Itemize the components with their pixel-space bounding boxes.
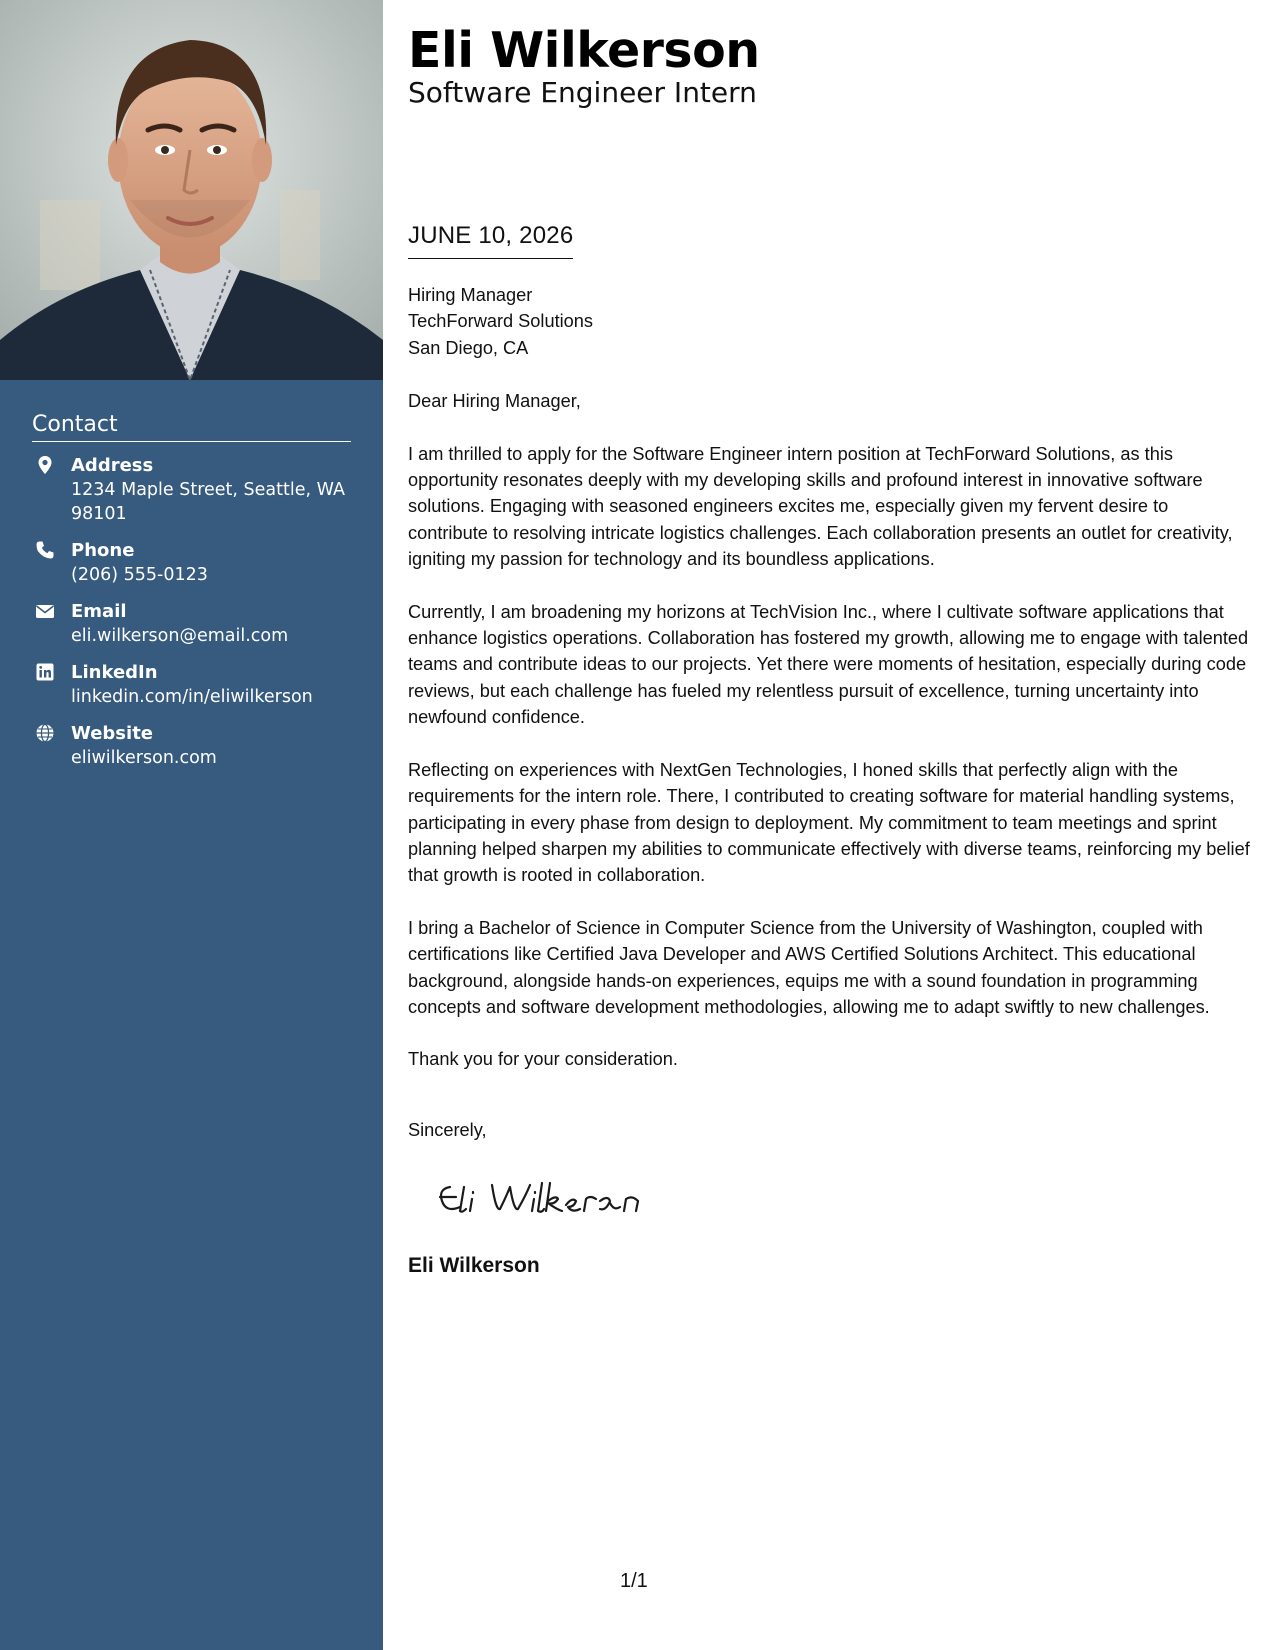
paragraph-4: I bring a Bachelor of Science in Computer Science from the University of Washington, coupled with certifications like Certified Java Developer and AWS Certified Solutions Architect. This educational background, alongside hands-on experiences, equips me with a sound foundation in programming concepts and software development methodologies, allowing me to adapt swiftly to new challenges. <box>408 917 1210 1017</box>
contact-label: Address <box>71 455 154 476</box>
globe-icon <box>35 723 55 743</box>
contact-item-email <box>32 600 351 648</box>
applicant-name: Eli Wilkerson <box>408 22 760 79</box>
contact-label: Phone <box>71 540 135 561</box>
linkedin-value[interactable]: linkedin.com/in/eliwilkerson <box>71 687 313 707</box>
signer-name: Eli Wilkerson <box>408 1254 540 1278</box>
letter-main <box>408 22 1250 1278</box>
profile-photo <box>0 0 383 380</box>
linkedin-icon <box>35 662 55 682</box>
thanks-line: Thank you for your consideration. <box>408 1049 678 1070</box>
contact-section <box>32 412 351 783</box>
paragraph-2: Currently, I am broadening my horizons at TechVision Inc., where I cultivate software applications that enhance logistics operations. Collaboration has fostered my growth, allowing me to engage with talented teams and contribute ideas to our projects. Yet there were moments of hesitation, especially during code reviews, but each challenge has fueled my relentless pursuit of excellence, turning uncertainty into newfound confidence. <box>408 601 1249 728</box>
recipient-location: San Diego, CA <box>408 337 529 358</box>
contact-label: LinkedIn <box>71 662 158 683</box>
recipient-block <box>408 282 1250 361</box>
contact-item-linkedin <box>32 661 351 709</box>
contact-item-website <box>32 722 351 770</box>
portrait-photo-icon <box>0 0 383 380</box>
letter-body <box>408 282 1250 1280</box>
envelope-icon <box>35 601 55 621</box>
signature-icon <box>430 1167 690 1227</box>
contact-item-address <box>32 454 351 526</box>
contact-item-phone <box>32 539 351 587</box>
recipient-title: Hiring Manager <box>408 285 533 305</box>
contact-label: Website <box>71 723 154 744</box>
phone-icon <box>35 540 55 560</box>
email-value[interactable]: eli.wilkerson@email.com <box>71 626 289 646</box>
website-value[interactable]: eliwilkerson.com <box>71 748 217 768</box>
sidebar <box>0 0 383 1650</box>
paragraph-3: Reflecting on experiences with NextGen Technologies, I honed skills that perfectly align with the requirements for the intern role. There, I contributed to creating software for material handling systems, participating in every phase from design to deployment. My commitment to team meetings and sprint planning helped sharpen my abilities to communicate effectively with diverse teams, reinforcing my belief that growth is rooted in collaboration. <box>408 759 1250 886</box>
map-pin-icon <box>35 455 55 475</box>
salutation: Dear Hiring Manager, <box>408 391 581 412</box>
contact-heading: Contact <box>32 412 351 442</box>
signature-image <box>430 1167 690 1227</box>
paragraph-1: I am thrilled to apply for the Software Engineer intern position at TechForward Solutions, as this opportunity resonates deeply with my developing skills and profound interest in innovative software solutions. Engaging with seasoned engineers excites me, especially given my fervent desire to contribute to resolving intricate logistics challenges. Each collaboration presents an outlet for creativity, igniting my passion for technology and its boundless applications. <box>408 443 1233 570</box>
closing-line: Sincerely, <box>408 1119 487 1140</box>
contact-label: Email <box>71 601 127 622</box>
phone-value: (206) 555-0123 <box>71 565 208 585</box>
letter-date: JUNE 10, 2026 <box>408 220 573 259</box>
recipient-company: TechForward Solutions <box>408 311 593 332</box>
address-value: 1234 Maple Street, Seattle, WA 98101 <box>71 480 345 524</box>
page-number: 1/1 <box>620 1570 648 1592</box>
job-title: Software Engineer Intern <box>408 76 757 109</box>
